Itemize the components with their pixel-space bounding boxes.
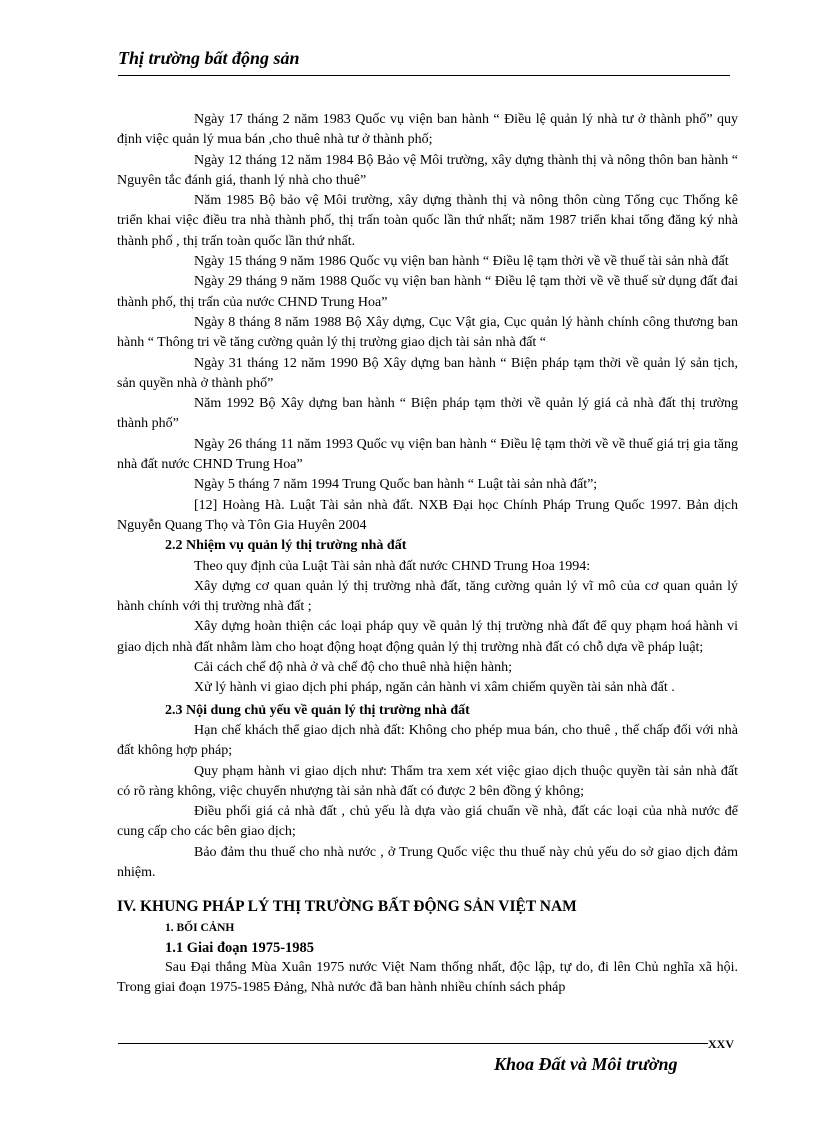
- paragraph: Ngày 17 tháng 2 năm 1983 Quốc vụ viện ban hành “ Điều lệ quản lý nhà tư ở thành phố” quy định việc quản lý mua bán ,cho thuê nhà tư ở thành phố;: [117, 112, 738, 148]
- section-heading-2-3: 2.3 Nội dung chủ yếu về quản lý thị trường nhà đất: [165, 702, 470, 718]
- paragraph: Bảo đảm thu thuế cho nhà nước , ở Trung Quốc việc thu thuế này chủ yếu do sở giao dịch đảm nhiệm.: [117, 844, 738, 880]
- paragraph: Ngày 29 tháng 9 năm 1988 Quốc vụ viện ban hành “ Điều lệ tạm thời về về thuế sử dụng đất đai thành phố, thị trấn của nước CHND Trung Hoa”: [117, 274, 738, 310]
- citation: [12] Hoàng Hà. Luật Tài sản nhà đất. NXB Đại học Chính Pháp Trung Quốc 1997. Bản dịch Nguyễn Quang Thọ và Tôn Gia Huyên 2004: [117, 497, 738, 533]
- paragraph: Ngày 12 tháng 12 năm 1984 Bộ Bảo vệ Môi trường, xây dựng thành thị và nông thôn ban hành “ Nguyên tắc đánh giá, thanh lý nhà cho thuê”: [117, 152, 738, 188]
- section-heading-2-2: 2.2 Nhiệm vụ quản lý thị trường nhà đất: [165, 538, 407, 554]
- paragraph: Năm 1985 Bộ bảo vệ Môi trường, xây dựng thành thị và nông thôn cùng Tổng cục Thống kê triển khai việc điều tra nhà thành phố, thị trấn toàn quốc lần thứ nhất; năm 1987 triển khai tổng đăng ký nhà thành phố , thị trấn toàn quốc lần thứ nhất.: [117, 193, 738, 249]
- paragraph: Năm 1992 Bộ Xây dựng ban hành “ Biện pháp tạm thời về quản lý giá cả nhà đất thị trường thành phố”: [117, 396, 738, 432]
- footer-title: Khoa Đất và Môi trường: [494, 1054, 678, 1074]
- paragraph: Ngày 5 tháng 7 năm 1994 Trung Quốc ban hành “ Luật tài sản nhà đất”;: [194, 477, 598, 493]
- header-rule: [118, 75, 730, 76]
- paragraph: Quy phạm hành vi giao dịch như: Thẩm tra xem xét việc giao dịch thuộc quyền tài sản nhà đất có rõ ràng không, việc chuyển nhượng tài sản nhà đất có được 2 bên đồng ý không;: [117, 763, 738, 799]
- paragraph: Cải cách chế độ nhà ở và chế độ cho thuê nhà hiện hành;: [194, 660, 513, 676]
- sub-heading-boi-canh: 1. BỐI CẢNH: [165, 921, 235, 934]
- paragraph: Điều phối giá cả nhà đất , chủ yếu là dựa vào giá chuẩn về nhà, đất các loại của nhà nước để cung cấp cho các bên giao dịch;: [117, 804, 738, 840]
- paragraph: Theo quy định của Luật Tài sản nhà đất nước CHND Trung Hoa 1994:: [194, 558, 591, 574]
- paragraph: Ngày 31 tháng 12 năm 1990 Bộ Xây dựng ban hành “ Biện pháp tạm thời về quản lý sản tịch, sản quyền nhà ở thành phố”: [117, 355, 738, 391]
- paragraph: Xây dựng cơ quan quản lý thị trường nhà đất, tăng cường quản lý vĩ mô của cơ quan quản lý hành chính với thị trường nhà đất ;: [117, 578, 738, 615]
- page-number: XXV: [708, 1037, 734, 1051]
- paragraph: Ngày 8 tháng 8 năm 1988 Bộ Xây dựng, Cục Vật gia, Cục quản lý hành chính công thương ban hành “ Thông tri về tăng cường quản lý thị trường giao dịch tài sản nhà đất “: [117, 314, 738, 351]
- section-heading-iv: IV. KHUNG PHÁP LÝ THỊ TRƯỜNG BẤT ĐỘNG SẢN VIỆT NAM: [117, 898, 577, 916]
- paragraph: Ngày 15 tháng 9 năm 1986 Quốc vụ viện ban hành “ Điều lệ tạm thời về về thuế tài sản nhà đất: [194, 254, 729, 270]
- paragraph: Xây dựng hoàn thiện các loại pháp quy về quản lý thị trường nhà đất để quy phạm hoá hành vi giao dịch nhà đất nhằm làm cho hoạt động hoạt động quản lý thị trường nhà đất có chỗ dựa về pháp luật;: [117, 619, 738, 655]
- footer-rule: [118, 1043, 708, 1044]
- paragraph: Xử lý hành vi giao dịch phi pháp, ngăn cản hành vi xâm chiếm quyền tài sản nhà đất .: [194, 680, 675, 696]
- document-body: [117, 110, 738, 999]
- sub-sub-heading-1-1: 1.1 Giai đoạn 1975-1985: [165, 939, 315, 956]
- header-title: Thị trường bất động sản: [118, 48, 300, 68]
- paragraph: Hạn chế khách thể giao dịch nhà đất: Không cho phép mua bán, cho thuê , thế chấp đối với nhà đất không hợp pháp;: [117, 722, 738, 759]
- paragraph: Sau Đại thắng Mùa Xuân 1975 nước Việt Nam thống nhất, độc lập, tự do, đi lên Chủ nghĩa xã hội. Trong giai đoạn 1975-1985 Đảng, Nhà nước đã ban hành nhiều chính sách pháp: [117, 960, 738, 996]
- paragraph: Ngày 26 tháng 11 năm 1993 Quốc vụ viện ban hành “ Điều lệ tạm thời về về thuế giá trị gia tăng nhà đất nước CHND Trung Hoa”: [117, 436, 738, 473]
